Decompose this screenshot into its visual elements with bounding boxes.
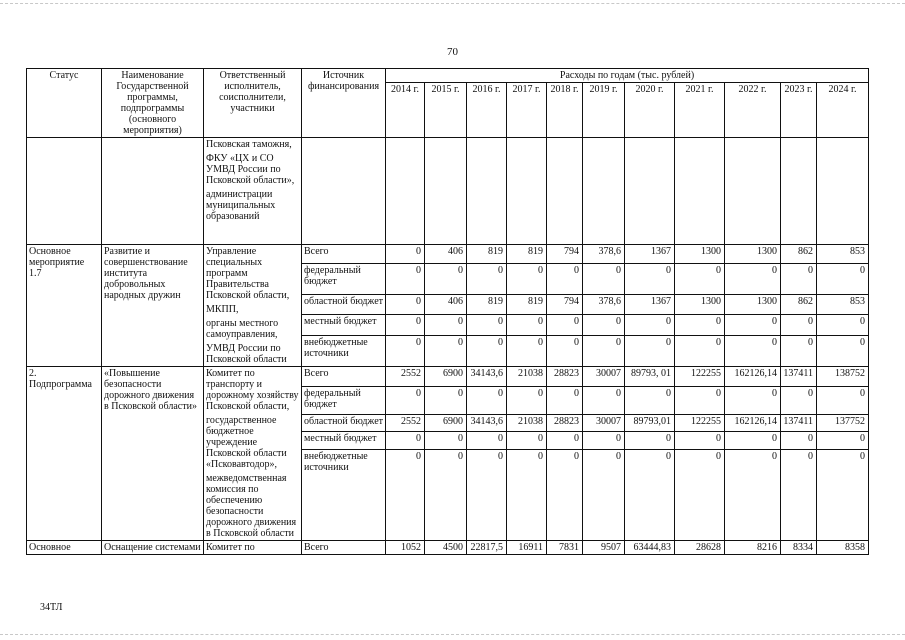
value-cell: 0	[425, 315, 467, 335]
value-cell: 8216	[725, 541, 781, 555]
value-cell: 0	[547, 431, 583, 449]
value-cell: 137411	[781, 367, 817, 387]
value-cell: 0	[781, 315, 817, 335]
executor-line: администрации муниципальных образований	[206, 189, 276, 222]
value-cell: 0	[386, 295, 425, 315]
value-cell: 1300	[675, 245, 725, 264]
header-year: 2022 г.	[725, 83, 781, 138]
header-status: Статус	[27, 69, 102, 138]
value-cell: 0	[547, 335, 583, 366]
source-cell: внебюджетные источники	[302, 335, 386, 366]
value-cell: 162126,14	[725, 367, 781, 387]
executor-line: Псковская таможня,	[206, 139, 292, 150]
value-cell: 138752	[817, 367, 869, 387]
value-cell: 0	[547, 449, 583, 541]
value-cell: 819	[507, 245, 547, 264]
executor-cell	[204, 245, 302, 367]
executor-line: органы местного самоуправления,	[206, 318, 279, 340]
value-cell: 0	[781, 335, 817, 366]
header-executor: Ответственный исполнитель, соисполнители, участники	[204, 69, 302, 138]
value-cell: 63444,83	[625, 541, 675, 555]
value-cell: 819	[467, 245, 507, 264]
header-source: Источник финансирования	[302, 69, 386, 138]
executor-line: ФКУ «ЦХ и СО УМВД России по Псковской области»,	[206, 153, 295, 186]
status-cell: 2. Подпрограмма	[27, 367, 102, 541]
scan-edge-top	[0, 3, 905, 4]
source-cell: федеральный бюджет	[302, 387, 386, 415]
value-cell: 0	[467, 263, 507, 294]
header-year: 2014 г.	[386, 83, 425, 138]
value-cell: 853	[817, 245, 869, 264]
table-row	[27, 245, 869, 264]
value-cell: 0	[725, 431, 781, 449]
value-cell: 1367	[625, 295, 675, 315]
value-cell: 0	[386, 387, 425, 415]
value-cell: 0	[781, 263, 817, 294]
value-cell: 0	[625, 431, 675, 449]
header-expenses: Расходы по годам (тыс. рублей)	[386, 69, 869, 83]
source-cell: Всего	[302, 541, 386, 555]
value-cell: 0	[507, 335, 547, 366]
value-cell: 0	[675, 315, 725, 335]
value-cell: 0	[725, 263, 781, 294]
header-name: Наименование Государственной программы, подпрограммы (основного мероприятия)	[102, 69, 204, 138]
value-cell: 862	[781, 295, 817, 315]
value-cell: 0	[725, 315, 781, 335]
scan-edge-bottom	[0, 634, 905, 635]
status-cell: Основное	[27, 541, 102, 555]
value-cell: 0	[781, 449, 817, 541]
name-cell	[102, 138, 204, 245]
value-cell: 1300	[725, 245, 781, 264]
value-cell: 0	[583, 449, 625, 541]
source-cell: местный бюджет	[302, 431, 386, 449]
executor-cell	[204, 367, 302, 541]
value-cell: 0	[817, 449, 869, 541]
value-cell: 122255	[675, 414, 725, 431]
value-cell: 0	[817, 263, 869, 294]
value-cell: 2552	[386, 414, 425, 431]
value-cell: 0	[547, 263, 583, 294]
executor-line: МКПП,	[206, 304, 239, 315]
value-cell: 28823	[547, 367, 583, 387]
value-cell: 1367	[625, 245, 675, 264]
executor-line: государственное бюджетное учреждение Псковской области «Псковавтодор»,	[206, 415, 287, 470]
value-cell: 0	[817, 335, 869, 366]
name-cell: Развитие и совершенствование института добровольных народных дружин	[102, 245, 204, 367]
value-cell: 0	[425, 335, 467, 366]
value-cell: 162126,14	[725, 414, 781, 431]
value-cell: 30007	[583, 367, 625, 387]
header-year: 2015 г.	[425, 83, 467, 138]
header-year: 2023 г.	[781, 83, 817, 138]
value-cell: 89793, 01	[625, 367, 675, 387]
executor-line: УМВД России по Псковской области	[206, 343, 287, 365]
expenses-table	[26, 68, 869, 555]
value-cell: 9507	[583, 541, 625, 555]
value-cell: 0	[725, 449, 781, 541]
value-cell: 0	[386, 335, 425, 366]
value-cell: 89793,01	[625, 414, 675, 431]
value-cell: 0	[386, 449, 425, 541]
source-cell: федеральный бюджет	[302, 263, 386, 294]
value-cell: 0	[725, 387, 781, 415]
value-cell: 21038	[507, 367, 547, 387]
value-cell: 0	[781, 431, 817, 449]
value-cell: 0	[507, 431, 547, 449]
value-cell: 6900	[425, 367, 467, 387]
value-cell: 0	[817, 315, 869, 335]
value-cell: 0	[507, 315, 547, 335]
value-cell: 0	[467, 449, 507, 541]
executor-line: межведомственная комиссия по обеспечению безопасности дорожного движения в Псковской области	[206, 473, 297, 539]
value-cell: 0	[725, 335, 781, 366]
value-cell: 122255	[675, 367, 725, 387]
value-cell: 0	[675, 431, 725, 449]
value-cell: 21038	[507, 414, 547, 431]
source-cell: областной бюджет	[302, 295, 386, 315]
source-cell: областной бюджет	[302, 414, 386, 431]
header-year: 2019 г.	[583, 83, 625, 138]
value-cell: 0	[507, 387, 547, 415]
value-cell: 406	[425, 295, 467, 315]
value-cell: 7831	[547, 541, 583, 555]
executor-line: Комитет по транспорту и дорожному хозяйству Псковской области,	[206, 368, 299, 412]
value-cell: 378,6	[583, 295, 625, 315]
value-cell: 406	[425, 245, 467, 264]
status-cell: Основное мероприятие 1.7	[27, 245, 102, 367]
value-cell: 0	[625, 263, 675, 294]
value-cell: 862	[781, 245, 817, 264]
value-cell: 0	[625, 335, 675, 366]
value-cell: 0	[675, 335, 725, 366]
header-year: 2024 г.	[817, 83, 869, 138]
value-cell: 0	[817, 431, 869, 449]
page-number: 70	[447, 46, 458, 58]
footer-code: 34ТЛ	[40, 602, 63, 613]
value-cell: 0	[547, 315, 583, 335]
value-cell: 378,6	[583, 245, 625, 264]
value-cell: 1300	[725, 295, 781, 315]
value-cell: 8334	[781, 541, 817, 555]
value-cell: 28628	[675, 541, 725, 555]
value-cell: 0	[425, 431, 467, 449]
table-row	[27, 138, 869, 245]
value-cell: 819	[507, 295, 547, 315]
value-cell: 1052	[386, 541, 425, 555]
name-cell: Оснащение системами	[102, 541, 204, 555]
value-cell: 6900	[425, 414, 467, 431]
value-cell: 2552	[386, 367, 425, 387]
value-cell: 0	[583, 315, 625, 335]
value-cell: 0	[467, 335, 507, 366]
header-year: 2020 г.	[625, 83, 675, 138]
value-cell: 0	[675, 263, 725, 294]
value-cell: 0	[467, 431, 507, 449]
value-cell: 30007	[583, 414, 625, 431]
source-cell: Всего	[302, 367, 386, 387]
value-cell: 0	[425, 449, 467, 541]
value-cell: 794	[547, 245, 583, 264]
executor-cell: Комитет по	[204, 541, 302, 555]
status-cell	[27, 138, 102, 245]
value-cell: 0	[386, 315, 425, 335]
value-cell: 853	[817, 295, 869, 315]
value-cell: 0	[425, 387, 467, 415]
value-cell: 0	[625, 315, 675, 335]
value-cell: 819	[467, 295, 507, 315]
value-cell: 4500	[425, 541, 467, 555]
table-row	[27, 367, 869, 387]
source-cell: внебюджетные источники	[302, 449, 386, 541]
value-cell: 0	[675, 449, 725, 541]
source-cell	[302, 138, 386, 245]
value-cell: 0	[386, 431, 425, 449]
value-cell: 34143,6	[467, 367, 507, 387]
value-cell: 794	[547, 295, 583, 315]
value-cell: 8358	[817, 541, 869, 555]
value-cell: 0	[675, 387, 725, 415]
value-cell: 0	[386, 245, 425, 264]
value-cell: 34143,6	[467, 414, 507, 431]
value-cell: 0	[817, 387, 869, 415]
header-year: 2017 г.	[507, 83, 547, 138]
source-cell: Всего	[302, 245, 386, 264]
value-cell: 22817,5	[467, 541, 507, 555]
table-header-row	[27, 69, 869, 83]
table-row	[27, 541, 869, 555]
header-year: 2021 г.	[675, 83, 725, 138]
value-cell: 0	[425, 263, 467, 294]
value-cell: 0	[467, 387, 507, 415]
value-cell: 0	[583, 263, 625, 294]
value-cell: 1300	[675, 295, 725, 315]
value-cell: 0	[583, 431, 625, 449]
executor-cell	[204, 138, 302, 245]
name-cell: «Повышение безопасности дорожного движения в Псковской области»	[102, 367, 204, 541]
value-cell: 0	[625, 387, 675, 415]
value-cell: 0	[625, 449, 675, 541]
header-year: 2016 г.	[467, 83, 507, 138]
value-cell: 0	[507, 263, 547, 294]
value-cell: 0	[507, 449, 547, 541]
value-cell: 137752	[817, 414, 869, 431]
value-cell: 137411	[781, 414, 817, 431]
source-cell: местный бюджет	[302, 315, 386, 335]
value-cell: 0	[547, 387, 583, 415]
value-cell: 0	[583, 335, 625, 366]
value-cell: 16911	[507, 541, 547, 555]
header-year: 2018 г.	[547, 83, 583, 138]
value-cell: 0	[386, 263, 425, 294]
value-cell: 28823	[547, 414, 583, 431]
executor-line: Управление специальных программ Правительства Псковской области,	[206, 246, 290, 301]
value-cell: 0	[467, 315, 507, 335]
value-cell: 0	[781, 387, 817, 415]
value-cell: 0	[583, 387, 625, 415]
